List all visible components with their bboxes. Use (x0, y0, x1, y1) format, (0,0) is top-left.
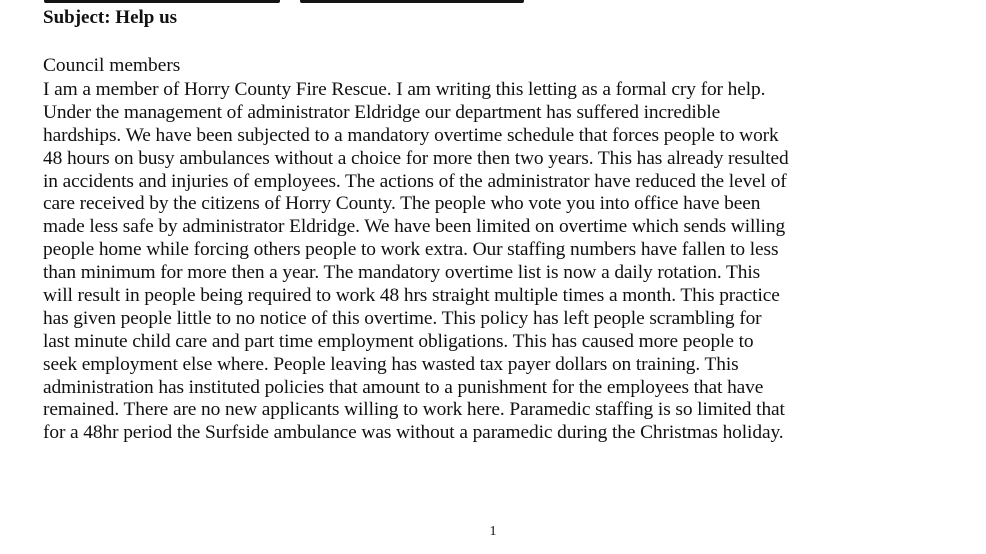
body-line: seek employment else where. People leaving has wasted tax payer dollars on training. This (43, 353, 739, 375)
body-line: people home while forcing others people to work extra. Our staffing numbers have fallen to less (43, 239, 779, 261)
body-line: 48 hours on busy ambulances without a choice for more then two years. This has already resulted (43, 147, 789, 169)
body-line: will result in people being required to work 48 hrs straight multiple times a month. This practice (43, 285, 780, 307)
body-line: in accidents and injuries of employees. The actions of the administrator have reduced the level of (43, 170, 787, 192)
body-line: Under the management of administrator Eldridge our department has suffered incredible (43, 101, 721, 123)
page-number: 1 (489, 524, 497, 539)
body-line: administration has instituted policies that amount to a punishment for the employees that have (43, 376, 764, 398)
salutation: Council members (43, 55, 181, 76)
body-line: made less safe by administrator Eldridge. We have been limited on overtime which sends willing (43, 216, 786, 238)
body-line: remained. There are no new applicants willing to work here. Paramedic staffing is so limited that (43, 399, 785, 421)
body-line: I am a member of Horry County Fire Rescue. I am writing this letting as a formal cry for help. (43, 79, 766, 100)
redaction-bar (44, 0, 280, 3)
letter-body (43, 79, 963, 445)
subject-line: Subject: Help us (43, 7, 178, 28)
body-line: than minimum for more then a year. The mandatory overtime list is now a daily rotation. This (43, 262, 761, 284)
body-line: care received by the citizens of Horry County. The people who vote you into office have been (43, 193, 761, 215)
body-line: last minute child care and part time employment obligations. This has caused more people to (43, 330, 754, 352)
body-line: hardships. We have been subjected to a mandatory overtime schedule that forces people to work (43, 124, 779, 146)
body-line: for a 48hr period the Surfside ambulance was without a paramedic during the Christmas holiday. (43, 422, 784, 444)
redaction-bar (300, 0, 524, 3)
body-line: has given people little to no notice of this overtime. This policy has left people scrambling for (43, 307, 762, 329)
